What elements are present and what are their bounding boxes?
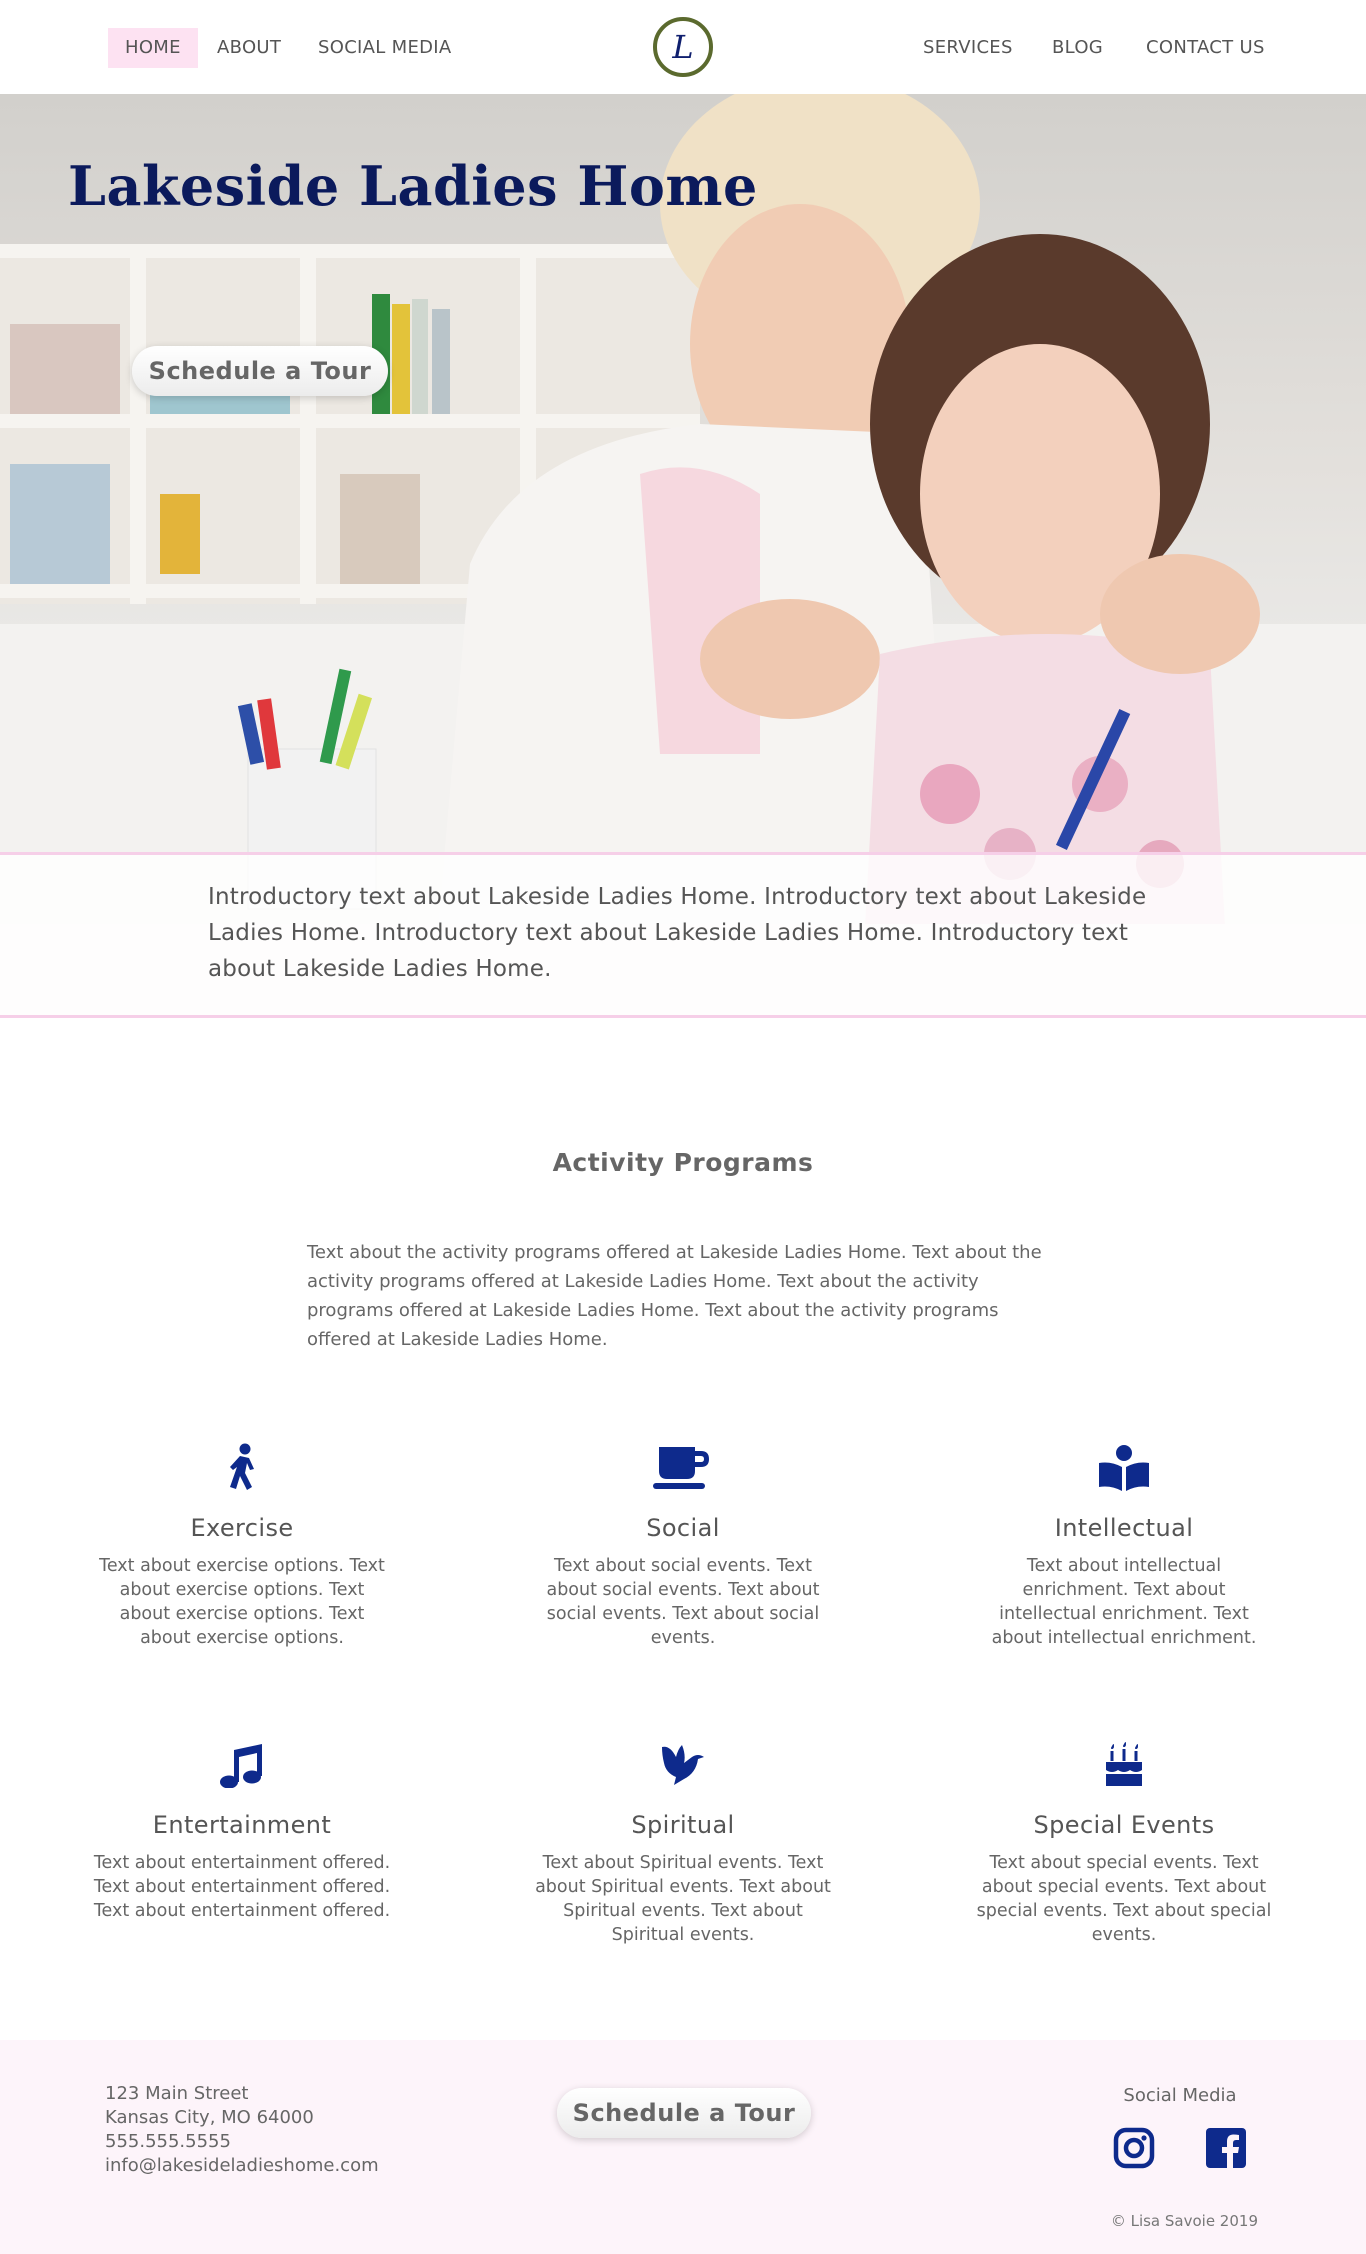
nav-about[interactable]: ABOUT [217, 37, 282, 58]
activity-title: Entertainment [152, 1811, 332, 1839]
address-city: Kansas City, MO 64000 [105, 2107, 314, 2128]
instagram-icon[interactable] [1110, 2124, 1158, 2172]
phone-number[interactable]: 555.555.5555 [105, 2131, 231, 2152]
activity-title: Social [646, 1514, 720, 1542]
email-address[interactable]: info@lakesideladieshome.com [105, 2155, 379, 2176]
activity-card-special-events [974, 1737, 1274, 1947]
contact-address [105, 2082, 379, 2178]
activity-text: Text about social events. Text about social events. Text about social events. Text about social events. [546, 1556, 820, 1648]
copyright: © Lisa Savoie 2019 [1110, 2212, 1258, 2230]
logo-letter: L [672, 28, 694, 66]
activity-title: Special Events [1033, 1811, 1215, 1839]
site-logo[interactable] [653, 17, 713, 77]
nav-contact-us[interactable]: CONTACT US [1146, 37, 1265, 58]
schedule-tour-button[interactable]: Schedule a Tour [132, 346, 388, 396]
nav-services[interactable]: SERVICES [923, 37, 1013, 58]
coffee-cup-icon [533, 1440, 833, 1496]
facebook-icon[interactable] [1202, 2124, 1250, 2172]
activity-card-spiritual [533, 1737, 833, 1947]
activity-text: Text about exercise options. Text about exercise options. Text about exercise options. Text about exercise options. [99, 1556, 385, 1648]
top-nav [0, 0, 1366, 94]
birthday-cake-icon [974, 1737, 1274, 1793]
hero-title: Lakeside Ladies Home [68, 154, 758, 218]
intro-band [0, 852, 1366, 1018]
activity-card-intellectual [974, 1440, 1274, 1650]
activity-text: Text about intellectual enrichment. Text about intellectual enrichment. Text about intellectual enrichment. [991, 1556, 1257, 1648]
activity-title: Intellectual [1054, 1514, 1194, 1542]
walking-person-icon [92, 1440, 392, 1496]
book-reader-icon [974, 1440, 1274, 1496]
activity-programs-text: Text about the activity programs offered at Lakeside Ladies Home. Text about the activity programs offered at Lakeside Ladies Home. Text about the activity programs offered at Lakeside Ladies Home. Text about the activity programs offered at Lakeside Ladies Home. [307, 1242, 1042, 1350]
nav-home[interactable]: HOME [108, 28, 198, 68]
nav-social-media[interactable]: SOCIAL MEDIA [318, 37, 452, 58]
social-media-label: Social Media [1123, 2085, 1237, 2106]
dove-icon [533, 1737, 833, 1793]
activity-text: Text about Spiritual events. Text about Spiritual events. Text about Spiritual events. Text about Spiritual events. [535, 1853, 831, 1945]
activity-card-social [533, 1440, 833, 1650]
activity-text: Text about special events. Text about special events. Text about special events. Text about special events. [976, 1853, 1272, 1945]
address-street: 123 Main Street [105, 2083, 249, 2104]
activity-title: Spiritual [631, 1811, 735, 1839]
activity-card-exercise [92, 1440, 392, 1650]
activity-card-entertainment [92, 1737, 392, 1923]
hero-section [0, 94, 1366, 1018]
site-footer [0, 2040, 1366, 2254]
music-note-icon [92, 1737, 392, 1793]
activity-title: Exercise [190, 1514, 294, 1542]
activity-text: Text about entertainment offered. Text about entertainment offered. Text about entertainment offered. [93, 1853, 391, 1921]
intro-text: Introductory text about Lakeside Ladies Home. Introductory text about Lakeside Ladies Home. Introductory text about Lakeside Ladies Home. Introductory text about Lakeside Ladies Home. [208, 884, 1147, 982]
footer-schedule-tour-button[interactable]: Schedule a Tour [557, 2088, 811, 2138]
nav-blog[interactable]: BLOG [1052, 37, 1104, 58]
activity-programs-title: Activity Programs [552, 1148, 814, 1177]
